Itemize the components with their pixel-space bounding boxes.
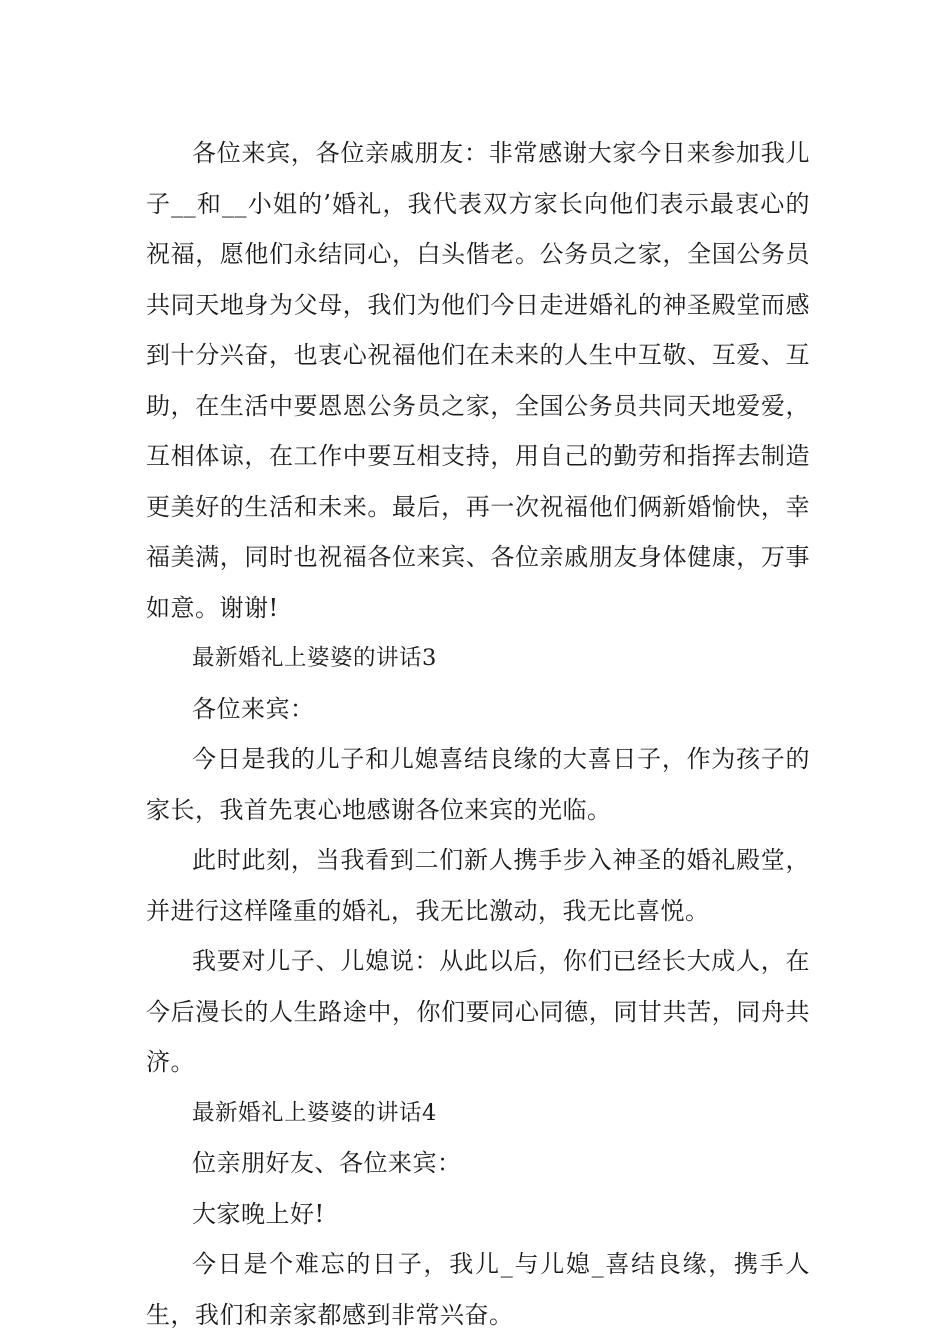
paragraph-speech-2-body: 各位来宾，各位亲戚朋友：非常感谢大家今日来参加我儿子__和__小姐的’婚礼，我代表双方家长向他们表示最衷心的祝福，愿他们永结同心，白头偕老。公务员之家，全国公务员共同天地身为父母，我们为他们今日走进婚礼的神圣殿堂而感到十分兴奋，也衷心祝福他们在未来的人生中互敬、互爱、互助，在生活中要恩恩公务员之家，全国公务员共同天地爱爱，互相体谅，在工作中要互相支持，用自己的勤劳和指挥去制造更美好的生活和未来。最后，再一次祝福他们俩新婚愉快，幸福美满，同时也祝福各位来宾、各位亲戚朋友身体健康，万事如意。谢谢! [146, 139, 810, 622]
paragraph-body: 今日是个难忘的日子，我儿_与儿媳_喜结良缘，携手人生，我们和亲家都感到非常兴奋。 [146, 1250, 810, 1329]
paragraph-greeting: 大家晚上好! [192, 1199, 325, 1228]
section-heading-speech-3: 最新婚礼上婆婆的讲话3 [192, 645, 437, 671]
paragraph-greeting: 位亲朋好友、各位来宾： [192, 1149, 462, 1177]
paragraph-body: 今日是我的儿子和儿媳喜结良缘的大喜日子，作为孩子的家长，我首先衷心地感谢各位来宾的光临。 [146, 745, 810, 824]
section-heading-speech-4: 最新婚礼上婆婆的讲话4 [192, 1099, 437, 1126]
paragraph-greeting: 各位来宾： [192, 694, 315, 723]
paragraph-body: 此时此刻，当我看到二们新人携手步入神圣的婚礼殿堂，并进行这样隆重的婚礼，我无比激动，我无比喜悦。 [146, 846, 810, 925]
paragraph-body: 我要对儿子、儿媳说：从此以后，你们已经长大成人，在今后漫长的人生路途中，你们要同心同德，同甘共苦，同舟共济。 [146, 947, 810, 1076]
